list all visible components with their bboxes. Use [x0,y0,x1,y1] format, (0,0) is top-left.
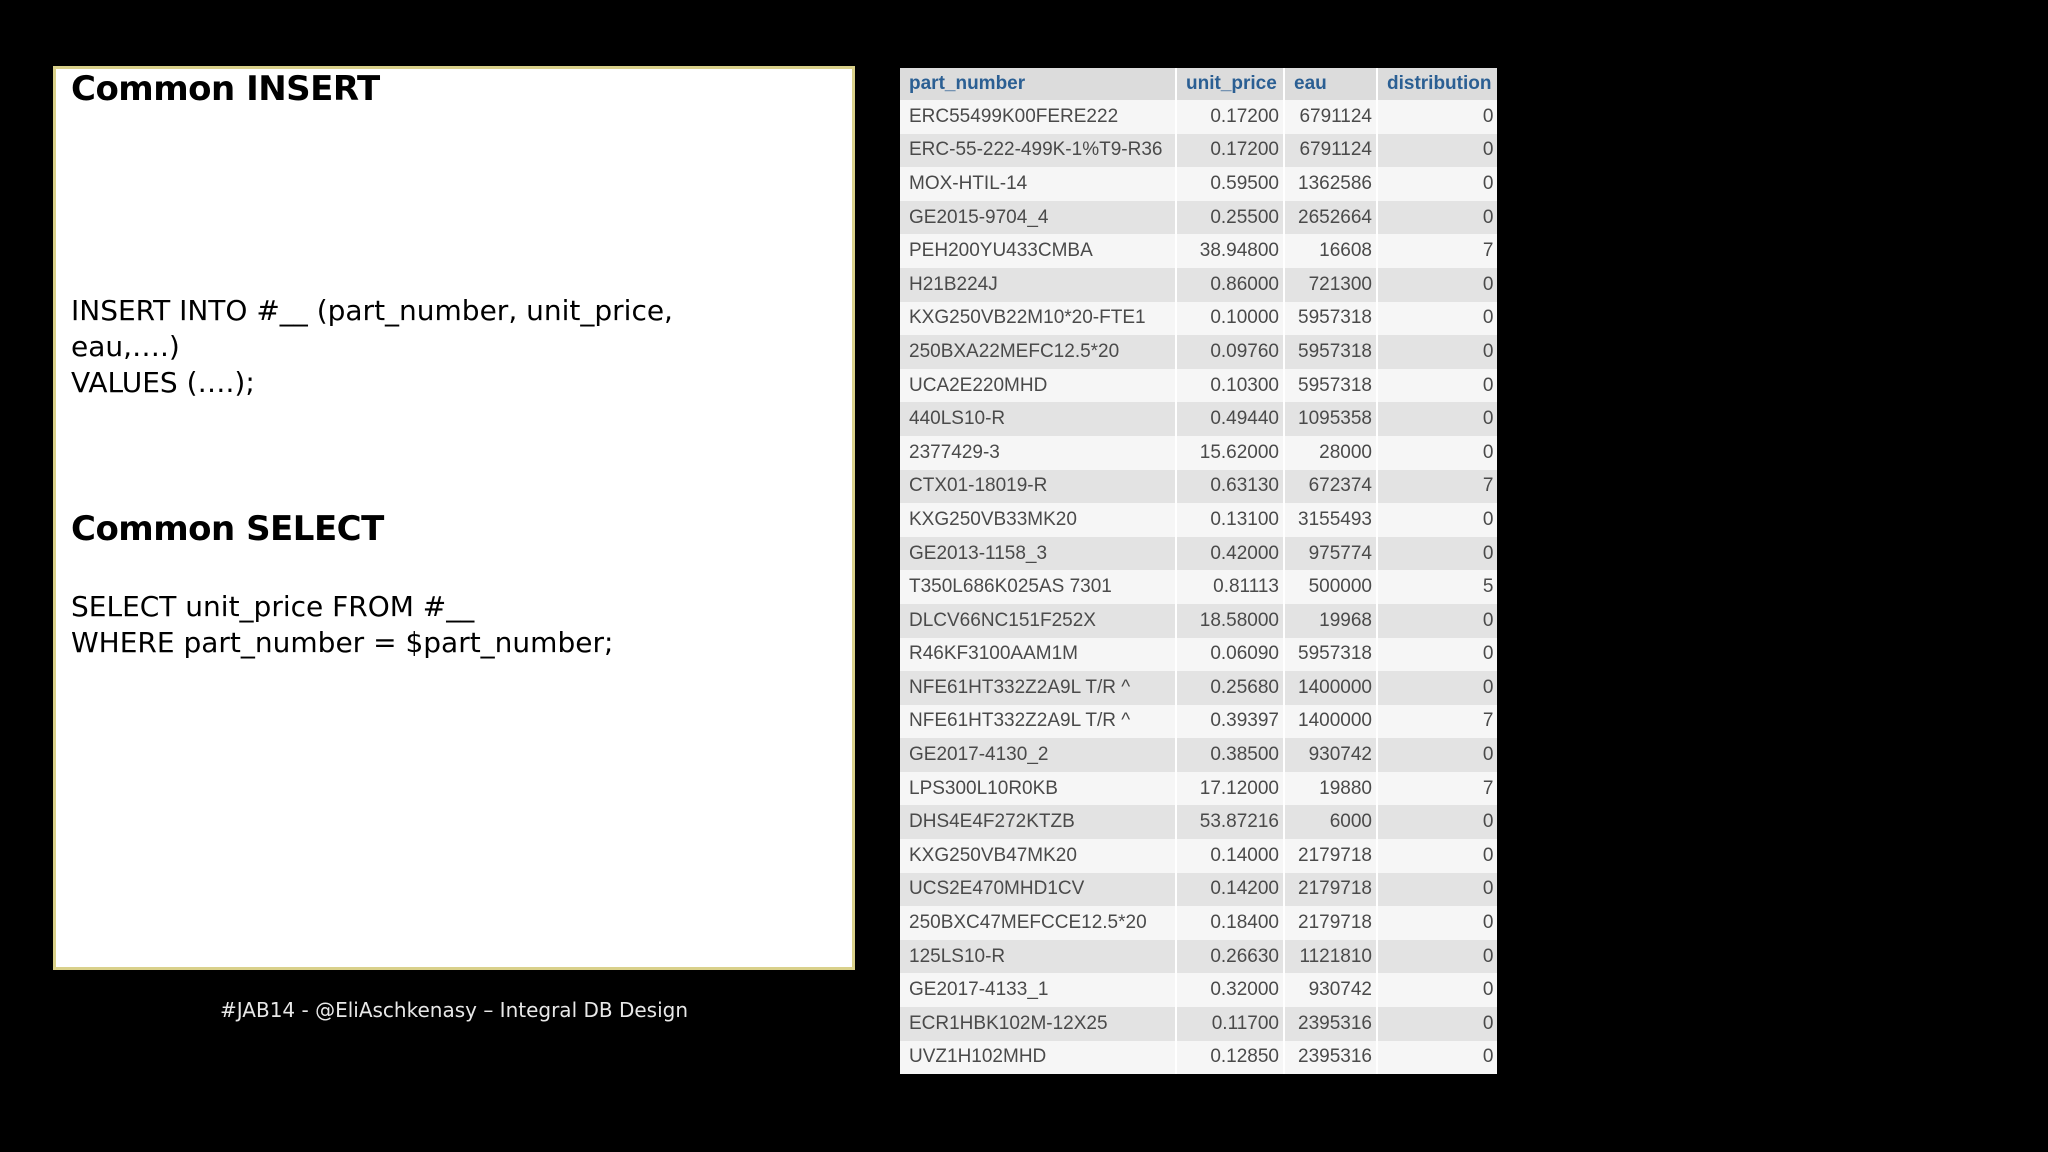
insert-heading: Common INSERT [71,69,380,109]
cell-eau: 2179718 [1284,906,1377,940]
table-row[interactable] [900,167,1497,201]
cell-unit-price: 0.38500 [1176,738,1284,772]
table-row[interactable] [900,537,1497,571]
cell-distribution: 7 [1377,705,1497,739]
cell-eau: 6000 [1284,805,1377,839]
table-row[interactable] [900,335,1497,369]
cell-unit-price: 15.62000 [1176,436,1284,470]
table-row[interactable] [900,738,1497,772]
cell-eau: 1095358 [1284,402,1377,436]
cell-distribution: 0 [1377,100,1497,134]
cell-part-number: NFE61HT332Z2A9L T/R ^ [900,705,1176,739]
cell-part-number: KXG250VB47MK20 [900,839,1176,873]
cell-distribution: 0 [1377,402,1497,436]
cell-distribution: 0 [1377,268,1497,302]
cell-unit-price: 0.39397 [1176,705,1284,739]
table-row[interactable] [900,873,1497,907]
table-row[interactable] [900,302,1497,336]
cell-distribution: 5 [1377,570,1497,604]
cell-part-number: GE2017-4133_1 [900,973,1176,1007]
cell-part-number: NFE61HT332Z2A9L T/R ^ [900,671,1176,705]
cell-unit-price: 0.10000 [1176,302,1284,336]
table-row[interactable] [900,402,1497,436]
cell-unit-price: 0.12850 [1176,1041,1284,1075]
cell-eau: 1400000 [1284,671,1377,705]
insert-code-line: eau,….) [71,330,180,363]
cell-part-number: LPS300L10R0KB [900,772,1176,806]
cell-unit-price: 0.25680 [1176,671,1284,705]
cell-unit-price: 0.59500 [1176,167,1284,201]
cell-eau: 6791124 [1284,100,1377,134]
results-table-container [900,68,1497,1074]
cell-part-number: 250BXA22MEFC12.5*20 [900,335,1176,369]
table-row[interactable] [900,201,1497,235]
cell-part-number: ECR1HBK102M-12X25 [900,1007,1176,1041]
cell-part-number: DHS4E4F272KTZB [900,805,1176,839]
cell-part-number: UCS2E470MHD1CV [900,873,1176,907]
cell-distribution: 0 [1377,503,1497,537]
cell-distribution: 0 [1377,839,1497,873]
cell-distribution: 0 [1377,604,1497,638]
cell-distribution: 0 [1377,436,1497,470]
column-header-distribution[interactable]: distribution [1377,68,1497,100]
cell-unit-price: 0.86000 [1176,268,1284,302]
select-code-line: WHERE part_number = $part_number; [71,626,614,659]
cell-part-number: PEH200YU433CMBA [900,234,1176,268]
column-header-unit-price[interactable]: unit_price [1176,68,1284,100]
cell-distribution: 0 [1377,671,1497,705]
cell-distribution: 0 [1377,973,1497,1007]
cell-part-number: 250BXC47MEFCCE12.5*20 [900,906,1176,940]
table-row[interactable] [900,234,1497,268]
cell-unit-price: 18.58000 [1176,604,1284,638]
table-row[interactable] [900,100,1497,134]
cell-eau: 2179718 [1284,839,1377,873]
cell-eau: 1362586 [1284,167,1377,201]
cell-unit-price: 0.81113 [1176,570,1284,604]
cell-part-number: MOX-HTIL-14 [900,167,1176,201]
cell-eau: 28000 [1284,436,1377,470]
cell-eau: 19968 [1284,604,1377,638]
table-row[interactable] [900,1041,1497,1075]
table-row[interactable] [900,906,1497,940]
cell-eau: 975774 [1284,537,1377,571]
cell-part-number: H21B224J [900,268,1176,302]
table-row[interactable] [900,470,1497,504]
cell-part-number: GE2015-9704_4 [900,201,1176,235]
table-row[interactable] [900,604,1497,638]
cell-unit-price: 53.87216 [1176,805,1284,839]
cell-eau: 2179718 [1284,873,1377,907]
cell-part-number: GE2013-1158_3 [900,537,1176,571]
cell-distribution: 0 [1377,335,1497,369]
cell-eau: 672374 [1284,470,1377,504]
table-row[interactable] [900,973,1497,1007]
select-code-line: SELECT unit_price FROM #__ [71,590,475,623]
cell-distribution: 7 [1377,470,1497,504]
cell-distribution: 0 [1377,1041,1497,1075]
table-row[interactable] [900,436,1497,470]
cell-unit-price: 0.42000 [1176,537,1284,571]
slide-footer: #JAB14 - @EliAschkenasy – Integral DB Design [219,998,689,1022]
select-code-block [71,589,613,661]
cell-part-number: T350L686K025AS 7301 [900,570,1176,604]
cell-eau: 5957318 [1284,302,1377,336]
cell-eau: 2395316 [1284,1041,1377,1075]
cell-unit-price: 0.49440 [1176,402,1284,436]
cell-distribution: 0 [1377,940,1497,974]
table-row[interactable] [900,369,1497,403]
column-header-eau[interactable]: eau [1284,68,1377,100]
cell-eau: 2652664 [1284,201,1377,235]
cell-unit-price: 0.10300 [1176,369,1284,403]
cell-eau: 1400000 [1284,705,1377,739]
cell-part-number: 2377429-3 [900,436,1176,470]
table-row[interactable] [900,705,1497,739]
cell-unit-price: 0.06090 [1176,638,1284,672]
cell-distribution: 7 [1377,234,1497,268]
cell-distribution: 0 [1377,302,1497,336]
cell-unit-price: 0.09760 [1176,335,1284,369]
cell-eau: 930742 [1284,973,1377,1007]
insert-code-line: VALUES (….); [71,366,255,399]
cell-distribution: 7 [1377,772,1497,806]
cell-unit-price: 38.94800 [1176,234,1284,268]
table-row[interactable] [900,134,1497,168]
cell-distribution: 0 [1377,134,1497,168]
cell-part-number: R46KF3100AAM1M [900,638,1176,672]
cell-distribution: 0 [1377,201,1497,235]
cell-eau: 6791124 [1284,134,1377,168]
cell-eau: 5957318 [1284,369,1377,403]
table-row[interactable] [900,638,1497,672]
table-row[interactable] [900,772,1497,806]
cell-unit-price: 0.17200 [1176,100,1284,134]
cell-eau: 1121810 [1284,940,1377,974]
cell-distribution: 0 [1377,369,1497,403]
cell-unit-price: 0.11700 [1176,1007,1284,1041]
table-row[interactable] [900,839,1497,873]
cell-eau: 16608 [1284,234,1377,268]
cell-eau: 2395316 [1284,1007,1377,1041]
table-row[interactable] [900,503,1497,537]
cell-part-number: KXG250VB33MK20 [900,503,1176,537]
slide-panel [53,66,855,970]
cell-unit-price: 0.32000 [1176,973,1284,1007]
cell-part-number: GE2017-4130_2 [900,738,1176,772]
cell-part-number: 125LS10-R [900,940,1176,974]
cell-part-number: 440LS10-R [900,402,1176,436]
cell-distribution: 0 [1377,805,1497,839]
cell-unit-price: 0.17200 [1176,134,1284,168]
insert-code-line: INSERT INTO #__ (part_number, unit_price, [71,294,673,327]
cell-unit-price: 0.63130 [1176,470,1284,504]
cell-unit-price: 0.26630 [1176,940,1284,974]
table-header-row [900,68,1497,100]
cell-part-number: KXG250VB22M10*20-FTE1 [900,302,1176,336]
cell-eau: 3155493 [1284,503,1377,537]
table-row[interactable] [900,805,1497,839]
select-heading: Common SELECT [71,509,384,549]
cell-part-number: UCA2E220MHD [900,369,1176,403]
cell-part-number: ERC-55-222-499K-1%T9-R36 [900,134,1176,168]
results-table [900,68,1497,1074]
cell-eau: 5957318 [1284,638,1377,672]
cell-part-number: CTX01-18019-R [900,470,1176,504]
cell-unit-price: 0.18400 [1176,906,1284,940]
table-row[interactable] [900,940,1497,974]
cell-distribution: 0 [1377,167,1497,201]
cell-unit-price: 0.14000 [1176,839,1284,873]
cell-part-number: ERC55499K00FERE222 [900,100,1176,134]
cell-distribution: 0 [1377,738,1497,772]
cell-eau: 5957318 [1284,335,1377,369]
table-row[interactable] [900,671,1497,705]
table-body [900,100,1497,1074]
table-row[interactable] [900,1007,1497,1041]
cell-eau: 721300 [1284,268,1377,302]
table-row[interactable] [900,268,1497,302]
cell-unit-price: 0.13100 [1176,503,1284,537]
cell-distribution: 0 [1377,638,1497,672]
cell-part-number: UVZ1H102MHD [900,1041,1176,1075]
cell-part-number: DLCV66NC151F252X [900,604,1176,638]
cell-distribution: 0 [1377,906,1497,940]
cell-unit-price: 0.25500 [1176,201,1284,235]
cell-distribution: 0 [1377,537,1497,571]
cell-distribution: 0 [1377,1007,1497,1041]
cell-unit-price: 0.14200 [1176,873,1284,907]
cell-unit-price: 17.12000 [1176,772,1284,806]
insert-code-block [71,293,673,401]
cell-distribution: 0 [1377,873,1497,907]
cell-eau: 930742 [1284,738,1377,772]
column-header-part-number[interactable]: part_number [900,68,1176,100]
cell-eau: 19880 [1284,772,1377,806]
cell-eau: 500000 [1284,570,1377,604]
table-row[interactable] [900,570,1497,604]
